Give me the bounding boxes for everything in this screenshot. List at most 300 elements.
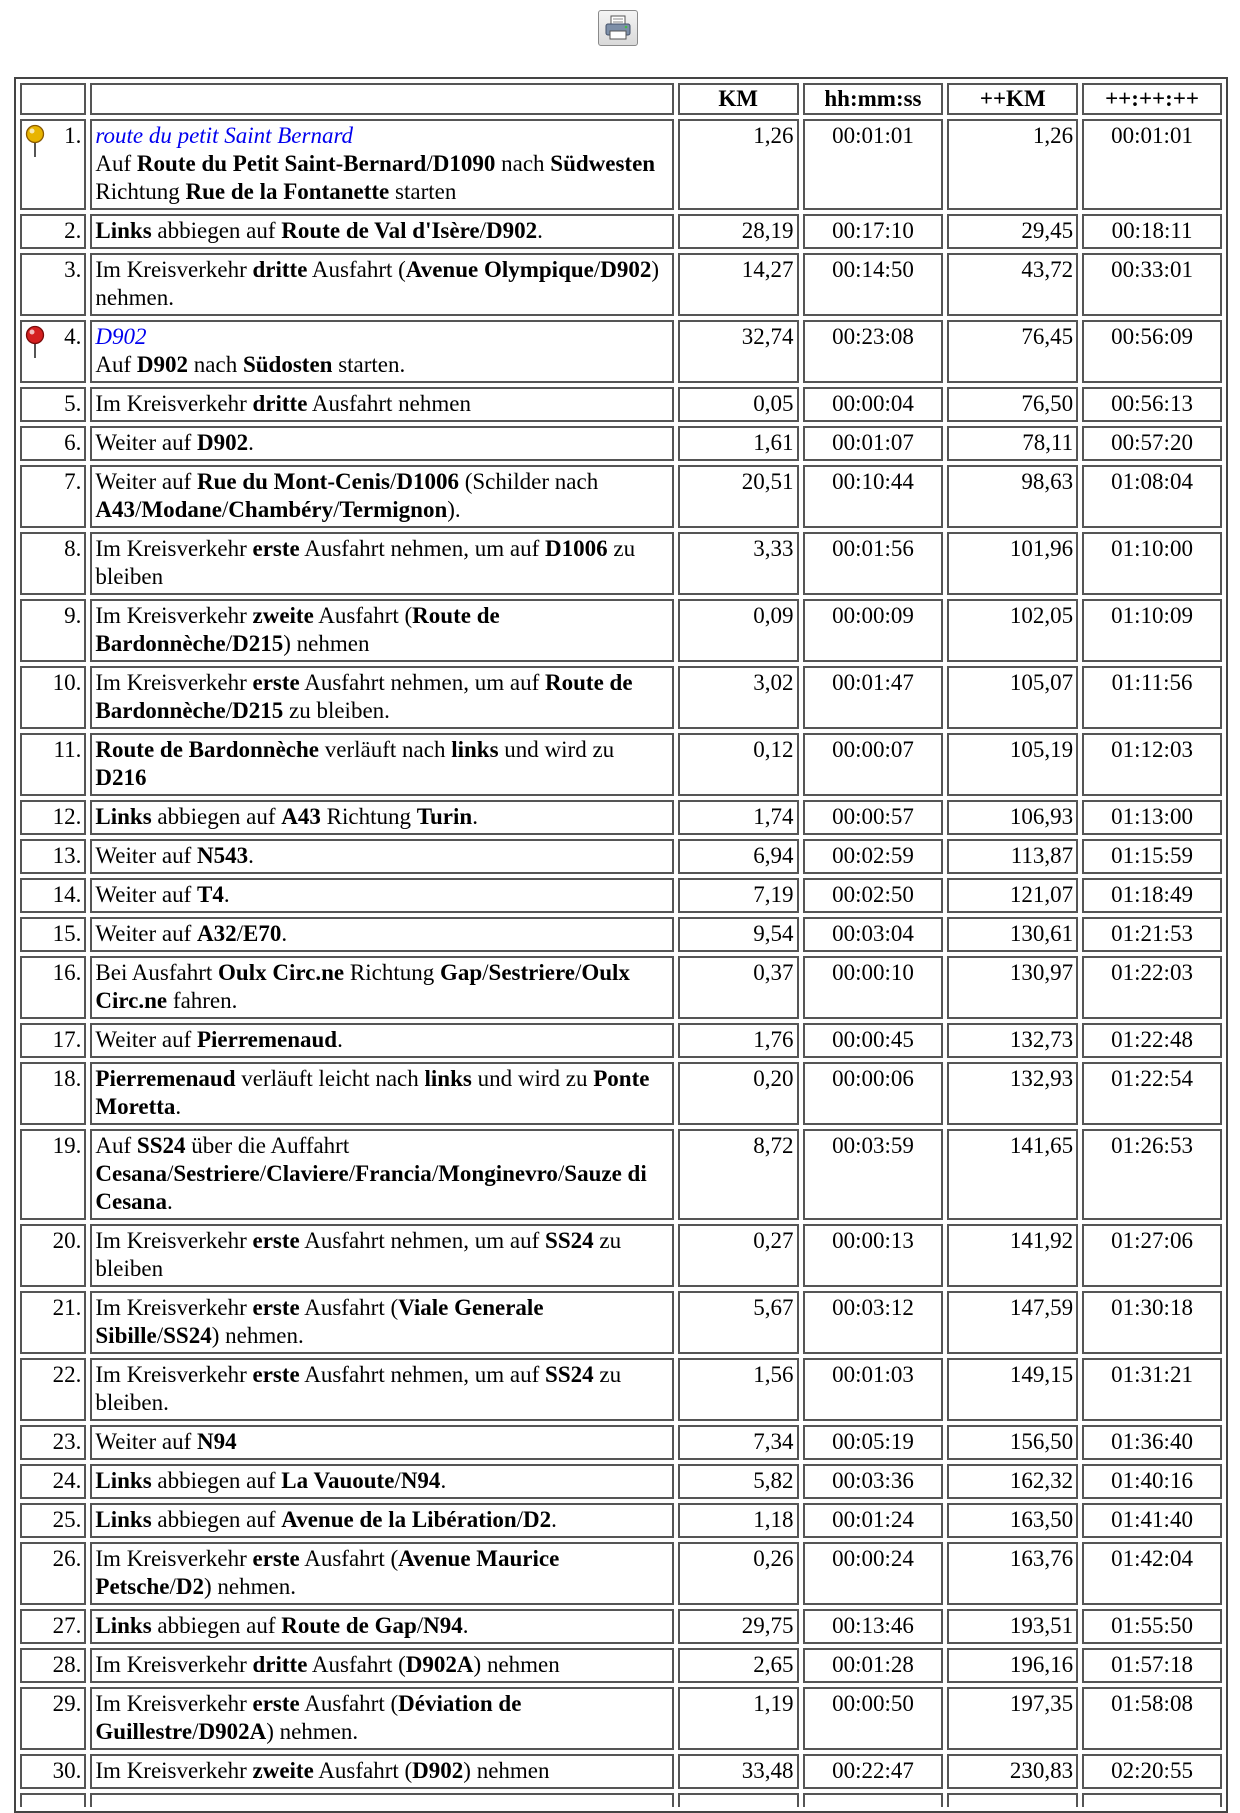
route-step-row <box>20 839 1222 874</box>
step-number: 10. <box>52 670 82 695</box>
step-number-cell <box>20 666 86 729</box>
description-text: verläuft leicht nach <box>235 1066 425 1091</box>
cumulative-time: 01:10:09 <box>1082 599 1222 662</box>
description-text: / <box>169 1574 176 1599</box>
description-emphasis: Rue de la Fontanette <box>185 179 390 204</box>
cumulative-km: 101,96 <box>947 532 1078 595</box>
description-text: / <box>431 1161 439 1186</box>
description-text: Im Kreisverkehr <box>95 1362 253 1387</box>
step-number: 7. <box>64 469 82 494</box>
description-text: nach <box>495 151 551 176</box>
description-emphasis: A32 <box>196 921 237 946</box>
step-number: 29. <box>52 1691 82 1716</box>
description-text: Im Kreisverkehr <box>95 603 253 628</box>
cumulative-time: 00:57:20 <box>1082 426 1222 461</box>
step-km: 6,94 <box>678 839 799 874</box>
description-emphasis: Déviation de Guillestre <box>95 1691 522 1744</box>
description-emphasis: Oulx Circ.ne <box>218 960 345 985</box>
step-description <box>90 1129 673 1220</box>
description-emphasis: N543 <box>196 843 249 868</box>
step-km: 3,02 <box>678 666 799 729</box>
step-km: 0,27 <box>678 1224 799 1287</box>
step-description <box>90 733 673 796</box>
step-time: 00:00:04 <box>803 387 944 422</box>
cumulative-km: 76,50 <box>947 387 1078 422</box>
cumulative-km: 163,76 <box>947 1542 1078 1605</box>
step-number-cell <box>20 1023 86 1058</box>
step-number: 28. <box>52 1652 82 1677</box>
step-number: 24. <box>52 1468 82 1493</box>
cumulative-time: 01:21:53 <box>1082 917 1222 952</box>
table-header-row <box>20 83 1222 115</box>
route-step-row <box>20 426 1222 461</box>
route-step-row <box>20 956 1222 1019</box>
step-km: 7,34 <box>678 1425 799 1460</box>
step-number-cell <box>20 917 86 952</box>
route-step-row <box>20 800 1222 835</box>
waypoint-start-pin-icon <box>24 124 46 158</box>
description-emphasis: Links <box>95 804 152 829</box>
step-km: 28,19 <box>678 214 799 249</box>
route-step-row <box>20 1609 1222 1644</box>
description-emphasis: N94 <box>196 1429 237 1454</box>
cumulative-time: 01:36:40 <box>1082 1425 1222 1460</box>
description-emphasis: D902A <box>198 1719 267 1744</box>
step-number-cell <box>20 1609 86 1644</box>
cumulative-time: 01:18:49 <box>1082 878 1222 913</box>
route-step-row <box>20 1648 1222 1683</box>
header-description <box>90 83 673 115</box>
step-number: 16. <box>52 960 82 985</box>
description-text: . <box>166 1189 173 1214</box>
description-text: . <box>223 882 230 907</box>
cumulative-time: 01:57:18 <box>1082 1648 1222 1683</box>
step-number-cell <box>20 1464 86 1499</box>
cumulative-km: 102,05 <box>947 599 1078 662</box>
step-description <box>90 1648 673 1683</box>
description-text: Ausfahrt ( <box>299 1691 399 1716</box>
route-step-row <box>20 917 1222 952</box>
waypoint-link[interactable]: route du petit Saint Bernard <box>95 123 354 148</box>
description-emphasis: T4 <box>196 882 224 907</box>
route-step-row <box>20 1129 1222 1220</box>
description-text: / <box>516 1507 524 1532</box>
description-emphasis: D1006 <box>545 536 608 561</box>
description-text: abbiegen auf <box>151 218 282 243</box>
route-step-row <box>20 733 1222 796</box>
step-number: 25. <box>52 1507 82 1532</box>
print-area <box>598 10 644 52</box>
description-emphasis: Avenue de la Libération <box>281 1507 517 1532</box>
cumulative-km: 162,32 <box>947 1464 1078 1499</box>
route-step-row <box>20 1023 1222 1058</box>
description-emphasis: Pierremenaud <box>95 1066 236 1091</box>
step-km: 32,74 <box>678 320 799 383</box>
route-step-row <box>20 1291 1222 1354</box>
cumulative-km: 78,11 <box>947 426 1078 461</box>
description-text: verläuft nach <box>319 737 452 762</box>
description-text: . <box>440 1468 447 1493</box>
route-step-row <box>20 1542 1222 1605</box>
description-text: Im Kreisverkehr <box>95 1228 253 1253</box>
step-time: 00:14:50 <box>803 253 944 316</box>
cumulative-time: 00:18:11 <box>1082 214 1222 249</box>
cumulative-km: 29,45 <box>947 214 1078 249</box>
step-number: 30. <box>52 1758 82 1783</box>
cumulative-time: 00:33:01 <box>1082 253 1222 316</box>
cumulative-km: 163,50 <box>947 1503 1078 1538</box>
description-text: Im Kreisverkehr <box>95 1295 253 1320</box>
step-number-cell <box>20 599 86 662</box>
step-time: 00:22:47 <box>803 1754 944 1789</box>
description-emphasis: Viale Generale Sibille <box>95 1295 544 1348</box>
description-text: Im Kreisverkehr <box>95 1758 253 1783</box>
description-text: / <box>394 1468 401 1493</box>
description-emphasis: erste <box>252 670 300 695</box>
cumulative-time: 00:56:13 <box>1082 387 1222 422</box>
step-time: 00:00:13 <box>803 1224 944 1287</box>
cumulative-km: 132,93 <box>947 1062 1078 1125</box>
step-km: 0,09 <box>678 599 799 662</box>
truncated-row <box>20 1793 1222 1807</box>
step-number: 23. <box>52 1429 82 1454</box>
cumulative-time: 01:08:04 <box>1082 465 1222 528</box>
header-cumulative-km: ++KM <box>947 83 1078 115</box>
step-time: 00:00:50 <box>803 1687 944 1750</box>
cumulative-time: 00:01:01 <box>1082 119 1222 210</box>
step-description <box>90 1503 673 1538</box>
step-number-cell <box>20 839 86 874</box>
route-step-row <box>20 1062 1222 1125</box>
description-text: starten <box>389 179 457 204</box>
description-text: / <box>348 1161 356 1186</box>
step-time: 00:02:59 <box>803 839 944 874</box>
route-step-row <box>20 1425 1222 1460</box>
description-emphasis: D1090 <box>432 151 496 176</box>
description-emphasis: Sestriere <box>173 1161 260 1186</box>
cumulative-time: 00:56:09 <box>1082 320 1222 383</box>
step-description <box>90 387 673 422</box>
description-emphasis: Chambéry <box>228 497 334 522</box>
step-km: 1,74 <box>678 800 799 835</box>
description-text: . <box>537 218 543 243</box>
description-emphasis: Rue du Mont-Cenis <box>196 469 390 494</box>
step-number-cell <box>20 1224 86 1287</box>
description-emphasis: Francia <box>355 1161 432 1186</box>
description-text: und wird zu <box>498 737 615 762</box>
step-number-cell <box>20 1062 86 1125</box>
description-emphasis: SS24 <box>545 1362 594 1387</box>
step-description <box>90 253 673 316</box>
cumulative-km: 76,45 <box>947 320 1078 383</box>
description-text: ) nehmen <box>463 1758 550 1783</box>
description-emphasis: Pierremenaud <box>196 1027 338 1052</box>
step-number-cell <box>20 1648 86 1683</box>
description-text: starten. <box>332 352 406 377</box>
description-emphasis: erste <box>252 536 300 561</box>
step-number: 4. <box>64 324 82 349</box>
route-step-row <box>20 1224 1222 1287</box>
cumulative-time: 01:27:06 <box>1082 1224 1222 1287</box>
description-emphasis: erste <box>252 1295 300 1320</box>
step-number: 20. <box>52 1228 82 1253</box>
description-text: zu bleiben. <box>95 1362 622 1415</box>
description-emphasis: Gap <box>439 960 483 985</box>
printer-icon <box>603 14 633 42</box>
header-index <box>20 83 86 115</box>
description-text: Auf <box>95 151 137 176</box>
description-emphasis: N94 <box>400 1468 441 1493</box>
description-text: Ausfahrt nehmen, um auf <box>299 1362 546 1387</box>
cumulative-time: 02:20:55 <box>1082 1754 1222 1789</box>
route-step-row <box>20 1503 1222 1538</box>
step-number: 19. <box>52 1133 82 1158</box>
step-km: 1,61 <box>678 426 799 461</box>
step-number: 18. <box>52 1066 82 1091</box>
description-text: Im Kreisverkehr <box>95 1652 253 1677</box>
description-text: / <box>482 960 489 985</box>
description-text: zu bleiben <box>95 536 636 589</box>
description-emphasis: Monginevro <box>438 1161 558 1186</box>
description-text: Im Kreisverkehr <box>95 536 253 561</box>
step-number-cell <box>20 465 86 528</box>
step-description <box>90 532 673 595</box>
description-emphasis: Links <box>95 1507 152 1532</box>
step-time: 00:13:46 <box>803 1609 944 1644</box>
step-km: 0,37 <box>678 956 799 1019</box>
description-text: Richtung <box>95 179 186 204</box>
step-km: 2,65 <box>678 1648 799 1683</box>
description-text: Ausfahrt ( <box>313 1758 413 1783</box>
step-description <box>90 465 673 528</box>
description-emphasis: dritte <box>252 391 308 416</box>
description-text: Im Kreisverkehr <box>95 1691 253 1716</box>
description-emphasis: Südosten <box>242 352 333 377</box>
cumulative-time: 01:26:53 <box>1082 1129 1222 1220</box>
description-text: / <box>557 1161 565 1186</box>
step-km: 3,33 <box>678 532 799 595</box>
description-text: . <box>248 430 254 455</box>
description-text: Ausfahrt nehmen, um auf <box>299 536 546 561</box>
step-number: 1. <box>64 123 82 148</box>
step-description <box>90 917 673 952</box>
step-number: 5. <box>64 391 82 416</box>
description-emphasis: N94 <box>423 1613 463 1638</box>
description-emphasis: Sauze di Cesana <box>95 1161 647 1214</box>
step-km: 33,48 <box>678 1754 799 1789</box>
route-step-row <box>20 387 1222 422</box>
description-emphasis: D1006 <box>396 469 459 494</box>
description-emphasis: D215 <box>232 698 284 723</box>
cumulative-km: 141,92 <box>947 1224 1078 1287</box>
step-description <box>90 666 673 729</box>
cumulative-km: 141,65 <box>947 1129 1078 1220</box>
route-step-row <box>20 214 1222 249</box>
step-time: 00:03:04 <box>803 917 944 952</box>
description-emphasis: Südwesten <box>550 151 656 176</box>
description-text: Weiter auf <box>95 430 197 455</box>
step-time: 00:03:59 <box>803 1129 944 1220</box>
step-time: 00:00:09 <box>803 599 944 662</box>
description-emphasis: Ponte Moretta <box>95 1066 650 1119</box>
empty-cell <box>1082 1793 1222 1807</box>
cumulative-km: 193,51 <box>947 1609 1078 1644</box>
cumulative-km: 106,93 <box>947 800 1078 835</box>
route-step-row <box>20 119 1222 210</box>
cumulative-time: 01:58:08 <box>1082 1687 1222 1750</box>
description-text: . <box>175 1094 182 1119</box>
step-km: 1,76 <box>678 1023 799 1058</box>
step-time: 00:03:12 <box>803 1291 944 1354</box>
empty-cell <box>803 1793 944 1807</box>
description-text: Im Kreisverkehr <box>95 1546 253 1571</box>
step-number-cell <box>20 1129 86 1220</box>
step-number-cell <box>20 1425 86 1460</box>
step-km: 0,05 <box>678 387 799 422</box>
description-emphasis: SS24 <box>163 1323 212 1348</box>
step-number: 2. <box>64 218 82 243</box>
cumulative-time: 01:40:16 <box>1082 1464 1222 1499</box>
description-emphasis: dritte <box>252 1652 308 1677</box>
route-step-row <box>20 532 1222 595</box>
step-time: 00:00:10 <box>803 956 944 1019</box>
step-number-cell <box>20 1358 86 1421</box>
empty-cell <box>947 1793 1078 1807</box>
description-text: ). <box>447 497 461 522</box>
step-description <box>90 1023 673 1058</box>
step-km: 0,20 <box>678 1062 799 1125</box>
step-description <box>90 320 673 383</box>
step-time: 00:10:44 <box>803 465 944 528</box>
step-number-cell <box>20 532 86 595</box>
description-text: Auf <box>95 352 137 377</box>
description-text: abbiegen auf <box>151 1468 282 1493</box>
step-number-cell <box>20 119 86 210</box>
description-emphasis: D902 <box>412 1758 464 1783</box>
description-emphasis: Oulx Circ.ne <box>95 960 630 1013</box>
route-step-row <box>20 320 1222 383</box>
print-button[interactable] <box>598 10 638 46</box>
description-text: Weiter auf <box>95 843 197 868</box>
description-text: Weiter auf <box>95 1027 197 1052</box>
cumulative-km: 98,63 <box>947 465 1078 528</box>
header-km: KM <box>678 83 799 115</box>
description-emphasis: La Vauoute <box>281 1468 395 1493</box>
description-emphasis: Route de Gap <box>281 1613 417 1638</box>
step-km: 8,72 <box>678 1129 799 1220</box>
step-time: 00:00:06 <box>803 1062 944 1125</box>
step-time: 00:00:57 <box>803 800 944 835</box>
description-text: Ausfahrt ( <box>307 1652 406 1677</box>
step-description <box>90 599 673 662</box>
description-emphasis: Route de Bardonnèche <box>95 737 320 762</box>
route-step-row <box>20 599 1222 662</box>
description-text: ) nehmen. <box>95 257 660 310</box>
cumulative-km: 149,15 <box>947 1358 1078 1421</box>
step-time: 00:01:07 <box>803 426 944 461</box>
description-text: zu bleiben <box>95 1228 622 1281</box>
step-km: 29,75 <box>678 1609 799 1644</box>
step-number-cell <box>20 387 86 422</box>
description-text: Weiter auf <box>95 469 197 494</box>
step-number: 26. <box>52 1546 82 1571</box>
step-number-cell <box>20 253 86 316</box>
step-description <box>90 1464 673 1499</box>
description-emphasis: D902 <box>136 352 189 377</box>
description-text: über die Auffahrt <box>185 1133 350 1158</box>
description-text: . <box>248 843 254 868</box>
description-text: Ausfahrt ( <box>299 1295 399 1320</box>
step-number: 21. <box>52 1295 82 1320</box>
description-text: . <box>472 804 478 829</box>
description-emphasis: zweite <box>252 603 314 628</box>
cumulative-time: 01:42:04 <box>1082 1542 1222 1605</box>
description-emphasis: Sestriere <box>488 960 575 985</box>
description-emphasis: D2 <box>523 1507 552 1532</box>
cumulative-km: 147,59 <box>947 1291 1078 1354</box>
route-step-row <box>20 1358 1222 1421</box>
description-emphasis: Turin <box>416 804 473 829</box>
description-text: Weiter auf <box>95 882 197 907</box>
step-time: 00:01:28 <box>803 1648 944 1683</box>
step-km: 14,27 <box>678 253 799 316</box>
header-cumulative-time: ++:++:++ <box>1082 83 1222 115</box>
description-emphasis: Avenue Olympique <box>405 257 594 282</box>
cumulative-km: 130,97 <box>947 956 1078 1019</box>
empty-cell <box>678 1793 799 1807</box>
step-km: 0,12 <box>678 733 799 796</box>
step-number-cell <box>20 320 86 383</box>
route-step-row <box>20 1687 1222 1750</box>
description-text: abbiegen auf <box>151 804 282 829</box>
description-emphasis: D902 <box>196 430 249 455</box>
description-text: Ausfahrt ( <box>313 603 413 628</box>
description-text: Richtung <box>320 804 417 829</box>
step-number-cell <box>20 800 86 835</box>
cumulative-time: 01:31:21 <box>1082 1358 1222 1421</box>
step-description <box>90 956 673 1019</box>
description-emphasis: dritte <box>252 257 308 282</box>
step-time: 00:01:24 <box>803 1503 944 1538</box>
description-text: fahren. <box>167 988 238 1013</box>
step-description <box>90 1542 673 1605</box>
cumulative-time: 01:10:00 <box>1082 532 1222 595</box>
route-step-row <box>20 666 1222 729</box>
cumulative-time: 01:22:48 <box>1082 1023 1222 1058</box>
description-emphasis: Links <box>95 1468 152 1493</box>
description-text: ) nehmen <box>283 631 370 656</box>
description-text: ) nehmen <box>473 1652 560 1677</box>
description-emphasis: D2 <box>175 1574 204 1599</box>
description-emphasis: Cesana <box>95 1161 167 1186</box>
step-description <box>90 1062 673 1125</box>
description-text: (Schilder nach <box>458 469 599 494</box>
description-emphasis: Route de Val d'Isère <box>281 218 480 243</box>
description-emphasis: zweite <box>252 1758 314 1783</box>
step-description <box>90 1754 673 1789</box>
cumulative-time: 01:11:56 <box>1082 666 1222 729</box>
cumulative-km: 230,83 <box>947 1754 1078 1789</box>
description-text: nach <box>188 352 243 377</box>
description-text: ) nehmen. <box>211 1323 304 1348</box>
step-number-cell <box>20 733 86 796</box>
description-text: Ausfahrt nehmen <box>307 391 471 416</box>
description-text: / <box>426 151 433 176</box>
waypoint-link[interactable]: D902 <box>95 324 147 349</box>
step-number: 3. <box>64 257 82 282</box>
cumulative-km: 132,73 <box>947 1023 1078 1058</box>
step-description <box>90 214 673 249</box>
